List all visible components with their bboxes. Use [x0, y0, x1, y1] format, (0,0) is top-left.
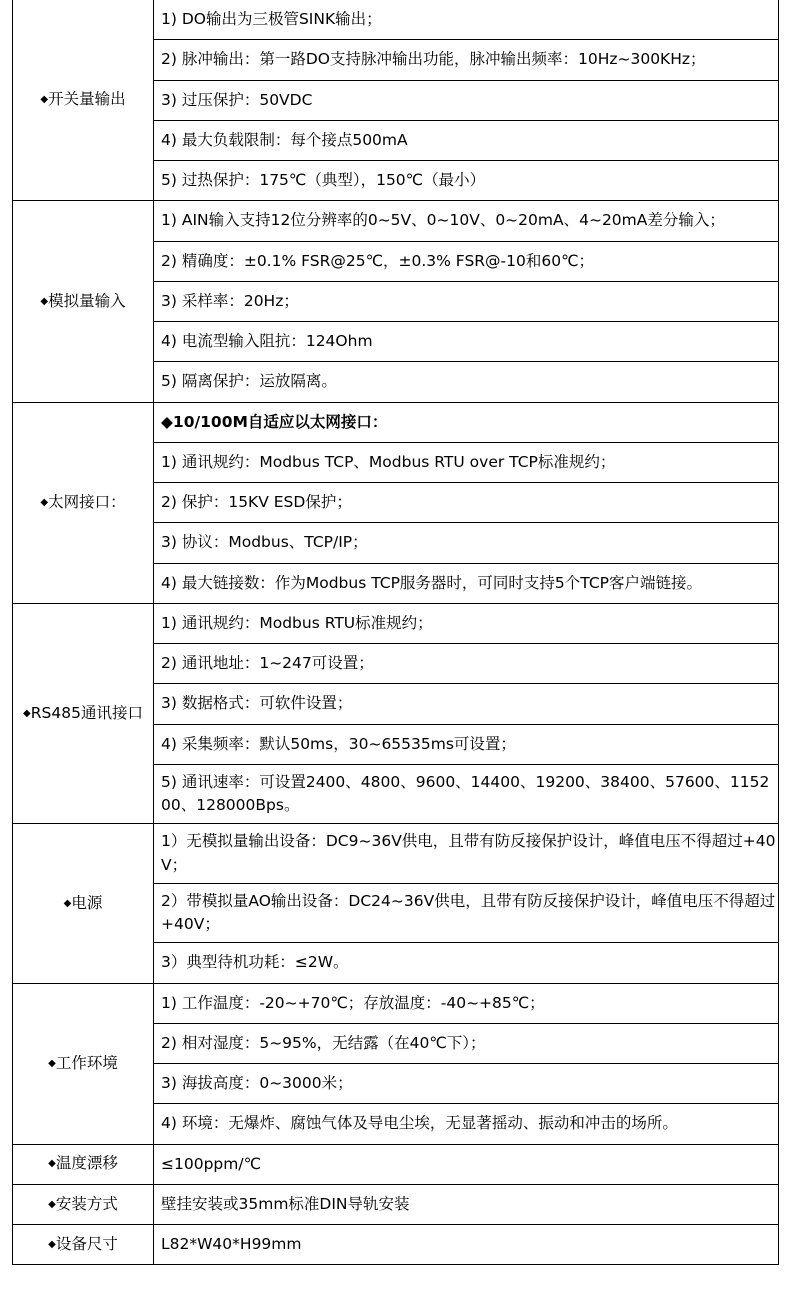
spec-category-name: 模拟量输入 — [48, 291, 126, 310]
spec-detail-cell — [154, 1023, 779, 1063]
spec-detail-text: 1) DO输出为三极管SINK输出； — [161, 10, 382, 28]
spec-category-name: 安装方式 — [55, 1194, 118, 1213]
spec-detail-cell — [154, 161, 779, 201]
spec-detail-cell — [154, 1104, 779, 1144]
table-row — [13, 1144, 779, 1184]
spec-category-name: 设备尺寸 — [55, 1234, 118, 1253]
spec-category-label — [13, 603, 154, 824]
spec-detail-text: 2）带模拟量AO输出设备：DC24~36V供电，且带有防反接保护设计，峰值电压不得超过+40V； — [161, 891, 776, 933]
spec-detail-text: ≤100ppm/℃ — [161, 1154, 261, 1173]
diamond-bullet-icon: ◆ — [63, 897, 72, 909]
spec-detail-text: 4) 采集频率：默认50ms，30~65535ms可设置； — [161, 734, 516, 753]
spec-category-label — [13, 1144, 154, 1184]
spec-detail-text: 1) AIN输入支持12位分辨率的0~5V、0~10V、0~20mA、4~20mA差分输入； — [161, 211, 725, 230]
spec-category-label-text — [48, 1195, 118, 1214]
spec-detail-cell — [154, 943, 779, 983]
spec-detail-cell — [154, 824, 779, 884]
table-row — [13, 1225, 779, 1265]
spec-detail-text: 2) 通讯地址：1~247可设置； — [161, 654, 374, 672]
spec-detail-cell — [154, 724, 779, 764]
spec-detail-text: 1）无模拟量输出设备：DC9~36V供电，且带有防反接保护设计，峰值电压不得超过+40V； — [161, 832, 776, 874]
spec-category-label-text — [40, 493, 125, 512]
spec-detail-text: 4) 电流型输入阻抗：124Ohm — [161, 332, 373, 350]
spec-detail-cell — [154, 80, 779, 120]
specification-table-body — [13, 0, 779, 1265]
spec-detail-text: 3) 采样率：20Hz； — [161, 291, 299, 310]
spec-detail-text: 2) 相对湿度：5~95%，无结露（在40℃下）； — [161, 1033, 486, 1052]
spec-detail-cell — [154, 1184, 779, 1224]
table-row — [13, 1184, 779, 1224]
spec-detail-cell — [154, 0, 779, 40]
spec-category-label — [13, 402, 154, 603]
spec-detail-cell — [154, 483, 779, 523]
diamond-bullet-icon: ◆ — [48, 1057, 56, 1069]
table-row — [13, 603, 779, 643]
spec-detail-text: 2) 脉冲输出：第一路DO支持脉冲输出功能，脉冲输出频率：10Hz~300KHz； — [161, 50, 706, 69]
spec-detail-cell — [154, 402, 779, 442]
spec-category-label — [13, 983, 154, 1144]
spec-category-label-text — [48, 1054, 118, 1073]
spec-category-label-text — [40, 292, 125, 311]
diamond-bullet-icon: ◆ — [23, 707, 31, 719]
spec-detail-cell — [154, 442, 779, 482]
diamond-bullet-icon: ◆ — [40, 295, 49, 307]
spec-detail-cell — [154, 644, 779, 684]
diamond-bullet-icon: ◆ — [40, 94, 49, 106]
spec-detail-cell — [154, 523, 779, 563]
spec-detail-text: 壁挂安装或35mm标准DIN导轨安装 — [161, 1194, 410, 1213]
spec-detail-text: 2) 保护：15KV ESD保护； — [161, 493, 352, 511]
spec-detail-text: 2) 精确度：±0.1% FSR@25℃，±0.3% FSR@-10和60℃； — [161, 251, 595, 270]
spec-detail-cell — [154, 1225, 779, 1265]
spec-detail-text: ◆10/100M自适应以太网接口： — [161, 412, 388, 431]
spec-detail-cell — [154, 603, 779, 643]
spec-detail-cell — [154, 983, 779, 1023]
spec-category-name: RS485通讯接口 — [30, 703, 143, 722]
spec-category-name: 工作环境 — [55, 1053, 118, 1072]
spec-detail-cell — [154, 883, 779, 943]
table-row — [13, 201, 779, 241]
spec-detail-cell — [154, 322, 779, 362]
spec-category-name: 开关量输出 — [48, 90, 126, 109]
spec-detail-text: 3) 海拔高度：0~3000米； — [161, 1074, 353, 1092]
spec-category-label — [13, 0, 154, 201]
diamond-bullet-icon: ◆ — [48, 1158, 56, 1170]
spec-detail-text: 1) 工作温度：-20~+70℃；存放温度：-40~+85℃； — [161, 993, 545, 1012]
spec-category-name: 电源 — [71, 893, 103, 912]
spec-category-label — [13, 824, 154, 983]
spec-detail-cell — [154, 1144, 779, 1184]
specification-table — [12, 0, 779, 1265]
spec-detail-text: 4) 最大链接数：作为Modbus TCP服务器时，可同时支持5个TCP客户端链接。 — [161, 573, 703, 592]
spec-detail-text: 1) 通讯规约：Modbus TCP、Modbus RTU over TCP标准规约； — [161, 452, 616, 471]
spec-detail-cell — [154, 684, 779, 724]
table-row — [13, 0, 779, 40]
spec-category-label-text — [64, 894, 103, 913]
diamond-bullet-icon: ◆ — [48, 1238, 56, 1250]
diamond-bullet-icon: ◆ — [40, 496, 49, 508]
spec-detail-cell — [154, 281, 779, 321]
spec-detail-text: 5) 过热保护：175℃（典型），150℃（最小） — [161, 171, 486, 189]
spec-detail-text: 3) 数据格式：可软件设置； — [161, 694, 353, 713]
spec-category-label — [13, 1184, 154, 1224]
spec-detail-cell — [154, 764, 779, 824]
spec-detail-cell — [154, 40, 779, 80]
spec-category-label-text — [40, 90, 125, 109]
spec-detail-text: 5) 通讯速率：可设置2400、4800、9600、14400、19200、38400、57600、115200、128000Bps。 — [161, 772, 770, 814]
table-row — [13, 824, 779, 884]
spec-detail-text: 3) 协议：Modbus、TCP/IP； — [161, 533, 368, 552]
spec-detail-cell — [154, 362, 779, 402]
spec-detail-cell — [154, 241, 779, 281]
spec-detail-text: 1) 通讯规约：Modbus RTU标准规约； — [161, 613, 433, 632]
spec-detail-text: 4) 环境：无爆炸、腐蚀气体及导电尘埃，无显著摇动、振动和冲击的场所。 — [161, 1114, 678, 1133]
spec-detail-cell — [154, 201, 779, 241]
spec-category-label-text — [48, 1154, 118, 1173]
spec-category-label-text — [23, 704, 143, 723]
spec-detail-cell — [154, 120, 779, 160]
spec-detail-text: 3) 过压保护：50VDC — [161, 90, 313, 109]
spec-detail-text: 5) 隔离保护：运放隔离。 — [161, 372, 337, 391]
spec-category-label-text — [48, 1235, 118, 1254]
spec-detail-text: 3）典型待机功耗：≤2W。 — [161, 953, 349, 972]
spec-detail-text: 4) 最大负载限制：每个接点500mA — [161, 130, 408, 149]
spec-category-name: 太网接口： — [48, 492, 126, 511]
spec-detail-cell — [154, 563, 779, 603]
spec-detail-cell — [154, 1064, 779, 1104]
table-row — [13, 983, 779, 1023]
spec-category-label — [13, 1225, 154, 1265]
spec-category-name: 温度漂移 — [55, 1154, 118, 1173]
table-row — [13, 402, 779, 442]
diamond-bullet-icon: ◆ — [48, 1198, 56, 1210]
spec-detail-text: L82*W40*H99mm — [161, 1235, 302, 1253]
spec-category-label — [13, 201, 154, 402]
